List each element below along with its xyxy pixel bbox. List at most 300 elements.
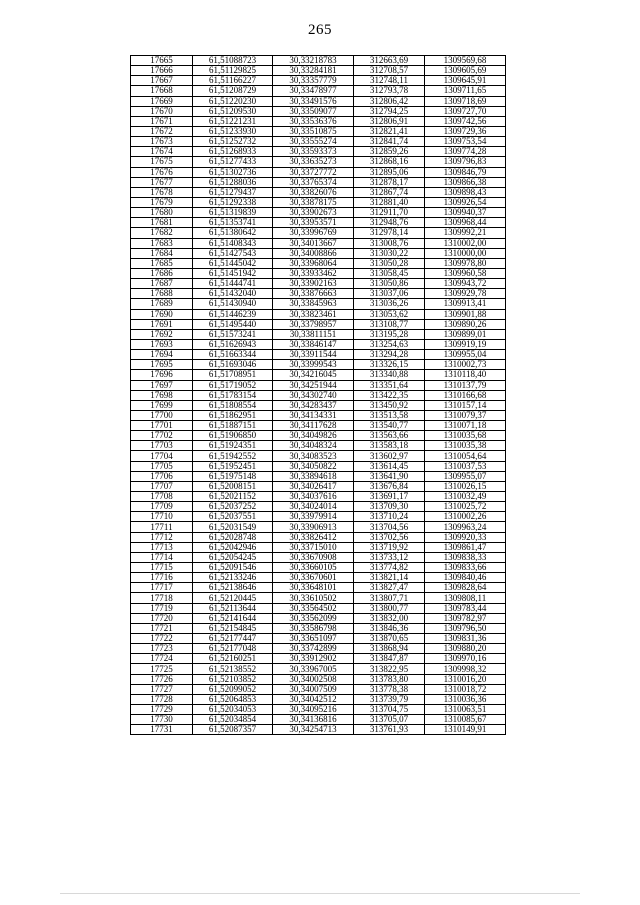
longitude-cell: 30,33562099 <box>273 613 354 623</box>
longitude-cell: 30,33555274 <box>273 137 354 147</box>
latitude-cell: 61,52021152 <box>193 492 273 502</box>
longitude-cell: 30,33610502 <box>273 593 354 603</box>
point-number-cell: 17700 <box>131 410 193 420</box>
x-coordinate-cell: 313761,93 <box>354 725 425 735</box>
table-row <box>131 360 506 370</box>
y-coordinate-cell: 1309828,64 <box>425 583 506 593</box>
y-coordinate-cell: 1309846,79 <box>425 167 506 177</box>
y-coordinate-cell: 1309711,65 <box>425 86 506 96</box>
point-number-cell: 17717 <box>131 583 193 593</box>
latitude-cell: 61,51942552 <box>193 451 273 461</box>
longitude-cell: 30,33670908 <box>273 552 354 562</box>
latitude-cell: 61,51353741 <box>193 218 273 228</box>
longitude-cell: 30,33635273 <box>273 157 354 167</box>
point-number-cell: 17677 <box>131 177 193 187</box>
point-number-cell: 17687 <box>131 279 193 289</box>
table-row <box>131 350 506 360</box>
latitude-cell: 61,52103852 <box>193 674 273 684</box>
table-row <box>131 451 506 461</box>
latitude-cell: 61,52177447 <box>193 634 273 644</box>
table-row <box>131 177 506 187</box>
point-number-cell: 17679 <box>131 197 193 207</box>
point-number-cell: 17702 <box>131 431 193 441</box>
x-coordinate-cell: 313832,00 <box>354 613 425 623</box>
y-coordinate-cell: 1309569,68 <box>425 56 506 66</box>
longitude-cell: 30,33586798 <box>273 623 354 633</box>
table-row <box>131 147 506 157</box>
table-row <box>131 258 506 268</box>
longitude-cell: 30,34254713 <box>273 725 354 735</box>
latitude-cell: 61,51783154 <box>193 390 273 400</box>
table-row <box>131 471 506 481</box>
y-coordinate-cell: 1309783,44 <box>425 603 506 613</box>
x-coordinate-cell: 313053,62 <box>354 309 425 319</box>
table-row <box>131 674 506 684</box>
longitude-cell: 30,34049826 <box>273 431 354 441</box>
point-number-cell: 17690 <box>131 309 193 319</box>
x-coordinate-cell: 313710,24 <box>354 512 425 522</box>
point-number-cell: 17727 <box>131 684 193 694</box>
y-coordinate-cell: 1309718,69 <box>425 96 506 106</box>
longitude-cell: 30,33478977 <box>273 86 354 96</box>
y-coordinate-cell: 1309774,28 <box>425 147 506 157</box>
point-number-cell: 17683 <box>131 238 193 248</box>
table-row <box>131 76 506 86</box>
point-number-cell: 17704 <box>131 451 193 461</box>
y-coordinate-cell: 1309833,66 <box>425 563 506 573</box>
longitude-cell: 30,33876663 <box>273 289 354 299</box>
x-coordinate-cell: 313037,06 <box>354 289 425 299</box>
longitude-cell: 30,33846147 <box>273 339 354 349</box>
longitude-cell: 30,34134331 <box>273 410 354 420</box>
point-number-cell: 17684 <box>131 248 193 258</box>
latitude-cell: 61,52064853 <box>193 694 273 704</box>
latitude-cell: 61,52091546 <box>193 563 273 573</box>
table-row <box>131 725 506 735</box>
point-number-cell: 17722 <box>131 634 193 644</box>
latitude-cell: 61,51952451 <box>193 461 273 471</box>
table-row <box>131 157 506 167</box>
x-coordinate-cell: 313326,15 <box>354 360 425 370</box>
table-row <box>131 309 506 319</box>
table-row <box>131 644 506 654</box>
latitude-cell: 61,52028748 <box>193 532 273 542</box>
latitude-cell: 61,51924351 <box>193 441 273 451</box>
latitude-cell: 61,51088723 <box>193 56 273 66</box>
latitude-cell: 61,52113644 <box>193 603 273 613</box>
y-coordinate-cell: 1309920,33 <box>425 532 506 542</box>
longitude-cell: 30,33845963 <box>273 299 354 309</box>
latitude-cell: 61,51445042 <box>193 258 273 268</box>
y-coordinate-cell: 1310054,64 <box>425 451 506 461</box>
y-coordinate-cell: 1309880,20 <box>425 644 506 654</box>
latitude-cell: 61,51208729 <box>193 86 273 96</box>
table-row <box>131 623 506 633</box>
point-number-cell: 17669 <box>131 96 193 106</box>
longitude-cell: 30,33284181 <box>273 66 354 76</box>
y-coordinate-cell: 1310002,73 <box>425 360 506 370</box>
longitude-cell: 30,33670601 <box>273 573 354 583</box>
x-coordinate-cell: 312821,41 <box>354 126 425 136</box>
point-number-cell: 17712 <box>131 532 193 542</box>
latitude-cell: 61,52099052 <box>193 684 273 694</box>
table-row <box>131 634 506 644</box>
y-coordinate-cell: 1310037,53 <box>425 461 506 471</box>
point-number-cell: 17696 <box>131 370 193 380</box>
x-coordinate-cell: 313036,26 <box>354 299 425 309</box>
y-coordinate-cell: 1309968,44 <box>425 218 506 228</box>
x-coordinate-cell: 313641,90 <box>354 471 425 481</box>
y-coordinate-cell: 1309605,69 <box>425 66 506 76</box>
y-coordinate-cell: 1309796,50 <box>425 623 506 633</box>
point-number-cell: 17728 <box>131 694 193 704</box>
longitude-cell: 30,34050822 <box>273 461 354 471</box>
point-number-cell: 17675 <box>131 157 193 167</box>
x-coordinate-cell: 313702,56 <box>354 532 425 542</box>
x-coordinate-cell: 312948,76 <box>354 218 425 228</box>
longitude-cell: 30,34283437 <box>273 400 354 410</box>
table-row <box>131 522 506 532</box>
y-coordinate-cell: 1309645,91 <box>425 76 506 86</box>
point-number-cell: 17668 <box>131 86 193 96</box>
x-coordinate-cell: 313709,30 <box>354 502 425 512</box>
table-row <box>131 481 506 491</box>
y-coordinate-cell: 1309796,83 <box>425 157 506 167</box>
point-number-cell: 17670 <box>131 106 193 116</box>
x-coordinate-cell: 313733,12 <box>354 552 425 562</box>
longitude-cell: 30,34042512 <box>273 694 354 704</box>
table-row <box>131 116 506 126</box>
longitude-cell: 30,33357779 <box>273 76 354 86</box>
x-coordinate-cell: 313870,65 <box>354 634 425 644</box>
x-coordinate-cell: 313704,75 <box>354 705 425 715</box>
table-row <box>131 410 506 420</box>
longitude-cell: 30,33651097 <box>273 634 354 644</box>
latitude-cell: 61,52042946 <box>193 542 273 552</box>
point-number-cell: 17699 <box>131 400 193 410</box>
x-coordinate-cell: 312881,40 <box>354 197 425 207</box>
latitude-cell: 61,51719052 <box>193 380 273 390</box>
table-row <box>131 715 506 725</box>
longitude-cell: 30,33967005 <box>273 664 354 674</box>
longitude-cell: 30,33878175 <box>273 197 354 207</box>
page-bottom-rule <box>60 893 580 894</box>
longitude-cell: 30,34216045 <box>273 370 354 380</box>
point-number-cell: 17718 <box>131 593 193 603</box>
latitude-cell: 61,51444741 <box>193 279 273 289</box>
y-coordinate-cell: 1309929,78 <box>425 289 506 299</box>
x-coordinate-cell: 313050,86 <box>354 279 425 289</box>
point-number-cell: 17686 <box>131 268 193 278</box>
y-coordinate-cell: 1309992,21 <box>425 228 506 238</box>
y-coordinate-cell: 1309866,38 <box>425 177 506 187</box>
table-row <box>131 593 506 603</box>
x-coordinate-cell: 312748,11 <box>354 76 425 86</box>
y-coordinate-cell: 1309808,11 <box>425 593 506 603</box>
latitude-cell: 61,52133246 <box>193 573 273 583</box>
x-coordinate-cell: 313778,38 <box>354 684 425 694</box>
point-number-cell: 17694 <box>131 350 193 360</box>
table-row <box>131 400 506 410</box>
longitude-cell: 30,33996769 <box>273 228 354 238</box>
y-coordinate-cell: 1310002,26 <box>425 512 506 522</box>
point-number-cell: 17691 <box>131 319 193 329</box>
table-row <box>131 279 506 289</box>
table-row <box>131 238 506 248</box>
x-coordinate-cell: 312708,57 <box>354 66 425 76</box>
x-coordinate-cell: 313705,07 <box>354 715 425 725</box>
point-number-cell: 17673 <box>131 137 193 147</box>
x-coordinate-cell: 313800,77 <box>354 603 425 613</box>
table-row <box>131 299 506 309</box>
latitude-cell: 61,51252732 <box>193 137 273 147</box>
latitude-cell: 61,51430940 <box>193 299 273 309</box>
table-row <box>131 187 506 197</box>
x-coordinate-cell: 313676,84 <box>354 481 425 491</box>
table-row <box>131 542 506 552</box>
x-coordinate-cell: 313108,77 <box>354 319 425 329</box>
table-row <box>131 329 506 339</box>
latitude-cell: 61,51432040 <box>193 289 273 299</box>
x-coordinate-cell: 313822,95 <box>354 664 425 674</box>
longitude-cell: 30,33933462 <box>273 268 354 278</box>
x-coordinate-cell: 312911,70 <box>354 208 425 218</box>
point-number-cell: 17710 <box>131 512 193 522</box>
x-coordinate-cell: 313807,71 <box>354 593 425 603</box>
x-coordinate-cell: 313030,22 <box>354 248 425 258</box>
table-row <box>131 106 506 116</box>
x-coordinate-cell: 312841,74 <box>354 137 425 147</box>
x-coordinate-cell: 313691,17 <box>354 492 425 502</box>
latitude-cell: 61,52120445 <box>193 593 273 603</box>
latitude-cell: 61,51495440 <box>193 319 273 329</box>
point-number-cell: 17697 <box>131 380 193 390</box>
point-number-cell: 17721 <box>131 623 193 633</box>
table-row <box>131 370 506 380</box>
x-coordinate-cell: 313827,47 <box>354 583 425 593</box>
latitude-cell: 61,51427543 <box>193 248 273 258</box>
table-row <box>131 705 506 715</box>
y-coordinate-cell: 1310157,14 <box>425 400 506 410</box>
table-row <box>131 461 506 471</box>
point-number-cell: 17672 <box>131 126 193 136</box>
table-row <box>131 66 506 76</box>
x-coordinate-cell: 313847,87 <box>354 654 425 664</box>
point-number-cell: 17726 <box>131 674 193 684</box>
x-coordinate-cell: 312794,25 <box>354 106 425 116</box>
y-coordinate-cell: 1309753,54 <box>425 137 506 147</box>
table-row <box>131 248 506 258</box>
point-number-cell: 17706 <box>131 471 193 481</box>
table-row <box>131 583 506 593</box>
table-row <box>131 390 506 400</box>
longitude-cell: 30,33953571 <box>273 218 354 228</box>
table-row <box>131 563 506 573</box>
latitude-cell: 61,52034053 <box>193 705 273 715</box>
latitude-cell: 61,52154845 <box>193 623 273 633</box>
longitude-cell: 30,33902163 <box>273 279 354 289</box>
y-coordinate-cell: 1309955,04 <box>425 350 506 360</box>
longitude-cell: 30,34008866 <box>273 248 354 258</box>
latitude-cell: 61,51808554 <box>193 400 273 410</box>
table-row <box>131 431 506 441</box>
longitude-cell: 30,33218783 <box>273 56 354 66</box>
point-number-cell: 17714 <box>131 552 193 562</box>
x-coordinate-cell: 313868,94 <box>354 644 425 654</box>
point-number-cell: 17689 <box>131 299 193 309</box>
latitude-cell: 61,51129825 <box>193 66 273 76</box>
point-number-cell: 17730 <box>131 715 193 725</box>
table-row <box>131 512 506 522</box>
x-coordinate-cell: 312663,69 <box>354 56 425 66</box>
y-coordinate-cell: 1309963,24 <box>425 522 506 532</box>
y-coordinate-cell: 1309970,16 <box>425 654 506 664</box>
latitude-cell: 61,52087357 <box>193 725 273 735</box>
y-coordinate-cell: 1309861,47 <box>425 542 506 552</box>
longitude-cell: 30,33894618 <box>273 471 354 481</box>
table-row <box>131 197 506 207</box>
table-row <box>131 56 506 66</box>
longitude-cell: 30,33811151 <box>273 329 354 339</box>
latitude-cell: 61,52177048 <box>193 644 273 654</box>
latitude-cell: 61,51209530 <box>193 106 273 116</box>
y-coordinate-cell: 1309899,01 <box>425 329 506 339</box>
y-coordinate-cell: 1309901,88 <box>425 309 506 319</box>
table-row <box>131 96 506 106</box>
y-coordinate-cell: 1309831,36 <box>425 634 506 644</box>
table-row <box>131 502 506 512</box>
table-row <box>131 319 506 329</box>
point-number-cell: 17729 <box>131 705 193 715</box>
x-coordinate-cell: 312806,42 <box>354 96 425 106</box>
table-row <box>131 268 506 278</box>
table-row <box>131 126 506 136</box>
longitude-cell: 30,34251944 <box>273 380 354 390</box>
x-coordinate-cell: 313739,79 <box>354 694 425 704</box>
latitude-cell: 61,51292338 <box>193 197 273 207</box>
x-coordinate-cell: 313450,92 <box>354 400 425 410</box>
y-coordinate-cell: 1309782,97 <box>425 613 506 623</box>
table-row <box>131 167 506 177</box>
point-number-cell: 17713 <box>131 542 193 552</box>
longitude-cell: 30,33999543 <box>273 360 354 370</box>
latitude-cell: 61,51906850 <box>193 431 273 441</box>
latitude-cell: 61,51279437 <box>193 187 273 197</box>
coordinates-table-body <box>131 56 506 735</box>
point-number-cell: 17724 <box>131 654 193 664</box>
y-coordinate-cell: 1310026,15 <box>425 481 506 491</box>
y-coordinate-cell: 1309838,33 <box>425 552 506 562</box>
longitude-cell: 30,34302740 <box>273 390 354 400</box>
y-coordinate-cell: 1310149,91 <box>425 725 506 735</box>
longitude-cell: 30,33564502 <box>273 603 354 613</box>
y-coordinate-cell: 1309913,41 <box>425 299 506 309</box>
longitude-cell: 30,33727772 <box>273 167 354 177</box>
y-coordinate-cell: 1310071,18 <box>425 421 506 431</box>
table-row <box>131 532 506 542</box>
y-coordinate-cell: 1310085,67 <box>425 715 506 725</box>
x-coordinate-cell: 313294,28 <box>354 350 425 360</box>
longitude-cell: 30,34007509 <box>273 684 354 694</box>
x-coordinate-cell: 313774,82 <box>354 563 425 573</box>
x-coordinate-cell: 313783,80 <box>354 674 425 684</box>
latitude-cell: 61,51166227 <box>193 76 273 86</box>
page-number: 265 <box>308 22 332 38</box>
point-number-cell: 17674 <box>131 147 193 157</box>
longitude-cell: 30,34117628 <box>273 421 354 431</box>
longitude-cell: 30,33536376 <box>273 116 354 126</box>
y-coordinate-cell: 1310025,72 <box>425 502 506 512</box>
longitude-cell: 30,33912902 <box>273 654 354 664</box>
y-coordinate-cell: 1310000,00 <box>425 248 506 258</box>
point-number-cell: 17720 <box>131 613 193 623</box>
y-coordinate-cell: 1310118,40 <box>425 370 506 380</box>
y-coordinate-cell: 1310137,79 <box>425 380 506 390</box>
y-coordinate-cell: 1309926,54 <box>425 197 506 207</box>
longitude-cell: 30,34037616 <box>273 492 354 502</box>
latitude-cell: 61,52031549 <box>193 522 273 532</box>
table-row <box>131 228 506 238</box>
point-number-cell: 17688 <box>131 289 193 299</box>
longitude-cell: 30,33648101 <box>273 583 354 593</box>
x-coordinate-cell: 312978,14 <box>354 228 425 238</box>
y-coordinate-cell: 1310002,00 <box>425 238 506 248</box>
latitude-cell: 61,51288036 <box>193 177 273 187</box>
longitude-cell: 30,34026417 <box>273 481 354 491</box>
x-coordinate-cell: 313583,18 <box>354 441 425 451</box>
x-coordinate-cell: 313254,63 <box>354 339 425 349</box>
y-coordinate-cell: 1309998,32 <box>425 664 506 674</box>
longitude-cell: 30,34083523 <box>273 451 354 461</box>
point-number-cell: 17708 <box>131 492 193 502</box>
y-coordinate-cell: 1309919,19 <box>425 339 506 349</box>
latitude-cell: 61,51221231 <box>193 116 273 126</box>
coordinates-table <box>130 55 506 735</box>
point-number-cell: 17671 <box>131 116 193 126</box>
longitude-cell: 30,33660105 <box>273 563 354 573</box>
point-number-cell: 17667 <box>131 76 193 86</box>
table-row <box>131 441 506 451</box>
longitude-cell: 30,33715010 <box>273 542 354 552</box>
point-number-cell: 17665 <box>131 56 193 66</box>
table-row <box>131 208 506 218</box>
x-coordinate-cell: 313846,36 <box>354 623 425 633</box>
x-coordinate-cell: 313614,45 <box>354 461 425 471</box>
longitude-cell: 30,33510875 <box>273 126 354 136</box>
point-number-cell: 17719 <box>131 603 193 613</box>
point-number-cell: 17705 <box>131 461 193 471</box>
point-number-cell: 17676 <box>131 167 193 177</box>
point-number-cell: 17682 <box>131 228 193 238</box>
latitude-cell: 61,51573241 <box>193 329 273 339</box>
x-coordinate-cell: 312793,78 <box>354 86 425 96</box>
latitude-cell: 61,51408343 <box>193 238 273 248</box>
longitude-cell: 30,33968064 <box>273 258 354 268</box>
y-coordinate-cell: 1310016,20 <box>425 674 506 684</box>
latitude-cell: 61,51277433 <box>193 157 273 167</box>
point-number-cell: 17698 <box>131 390 193 400</box>
point-number-cell: 17693 <box>131 339 193 349</box>
table-row <box>131 654 506 664</box>
x-coordinate-cell: 312868,16 <box>354 157 425 167</box>
y-coordinate-cell: 1310035,68 <box>425 431 506 441</box>
x-coordinate-cell: 313719,92 <box>354 542 425 552</box>
table-row <box>131 339 506 349</box>
x-coordinate-cell: 313563,66 <box>354 431 425 441</box>
latitude-cell: 61,51451942 <box>193 268 273 278</box>
latitude-cell: 61,51446239 <box>193 309 273 319</box>
longitude-cell: 30,33826412 <box>273 532 354 542</box>
